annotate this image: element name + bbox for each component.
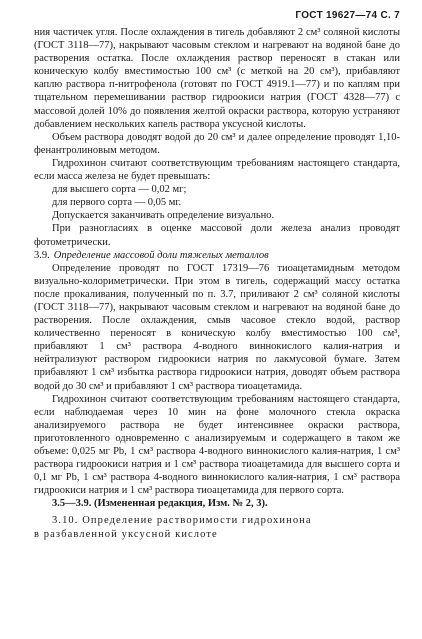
section-heading-310-cont: в разбавленной уксусной кислоте: [34, 528, 218, 540]
paragraph: ния частичек угля. После охлаждения в тигель добавляют 2 см³ соляной кислоты (ГОСТ 3118—77), накрывают часовым стеклом и нагревают на водяной бане до растворения остатка. После охлаждения раствор переносят в стакан или коническую колбу вместимостью 100 см³ (с меткой на 20 см³), прибавляют каплю раствора п-нитрофенола (готовят по ГОСТ 4919.1—77) и по каплям при тщательном перемешивании раствор гидроокиси натрия (ГОСТ 4328—77) с массовой долей 10% до появления желтой окраски раствора, которую устраняют добавлением нескольких капель раствора уксусной кислоты.: [34, 27, 400, 130]
section-heading: [34, 249, 400, 262]
page-header: ГОСТ 19627—74 С. 7: [295, 10, 400, 21]
amendment-note: 3.5—3.9. (Измененная редакция, Изм. № 2, 3).: [52, 498, 268, 510]
paragraph: Допускается заканчивать определение визуально.: [52, 210, 275, 222]
paragraph: При разногласиях в оценке массовой доли железа анализ проводят фотометрически.: [34, 223, 400, 248]
paragraph: для первого сорта — 0,05 мг.: [52, 197, 182, 209]
paragraph: Гидрохинон считают соответствующим требованиям настоящего стандарта, если масса железа не будет превышать:: [34, 157, 400, 183]
paragraph: для высшего сорта — 0,02 мг;: [52, 184, 187, 196]
section-heading-310: 3.10. Определение растворимости гидрохинона: [52, 515, 312, 527]
section-number: 3.9.: [34, 249, 50, 261]
paragraph: Объем раствора доводят водой до 20 см³ и далее определение проводят 1,10-фенантролиновым методом.: [34, 131, 400, 156]
paragraph: Определение проводят по ГОСТ 17319—76 тиоацетамидным методом визуально-колориметрически. При этом в тигель, содержащий массу остатка после прокаливания, полученный по п. 3.7, приливают 2 см³ соляной кислоты (ГОСТ 3118—77), накрывают часовым стеклом и нагревают на водяной бане до растворения. После охлаждения, смыв часовое стекло водой, раствор количественно переносят в коническую колбу вместимостью 100 см³, прибавляют 1 см³ раствора 4-водного виннокислого калия-натрия и нейтрализуют раствором гидроокиси натрия по лакмусовой бумаге. Затем прибавляют 1 см³ избытка раствора гидроокиси натрия, доводят объем раствора водой до 30 см³ и прибавляют 1 см³ раствора тиоацетамида.: [34, 262, 400, 392]
paragraph: Гидрохинон считают соответствующим требованиям настоящего стандарта, если наблюдаемая через 10 мин на фоне молочного стекла окраска анализируемого раствора не будет интенсивнее окраски раствора, приготовленного одновременно с анализируемым и содержащего в таком же объеме: 0,025 мг Pb, 1 см³ раствора 4-водного виннокислого калия-натрия, 1 см³ раствора гидроокиси натрия и 1 см³ раствора тиоацетамида для высшего сорта и 0,1 мг Pb, 1 см³ раствора 4-водного виннокислого калия-натрия, 1 см³ раствора гидроокиси натрия и 1 см³ раствора тиоацетамида для первого сорта.: [34, 393, 400, 497]
section-title: Определение массовой доли тяжелых металлов: [53, 249, 269, 261]
document-body: [34, 26, 400, 541]
